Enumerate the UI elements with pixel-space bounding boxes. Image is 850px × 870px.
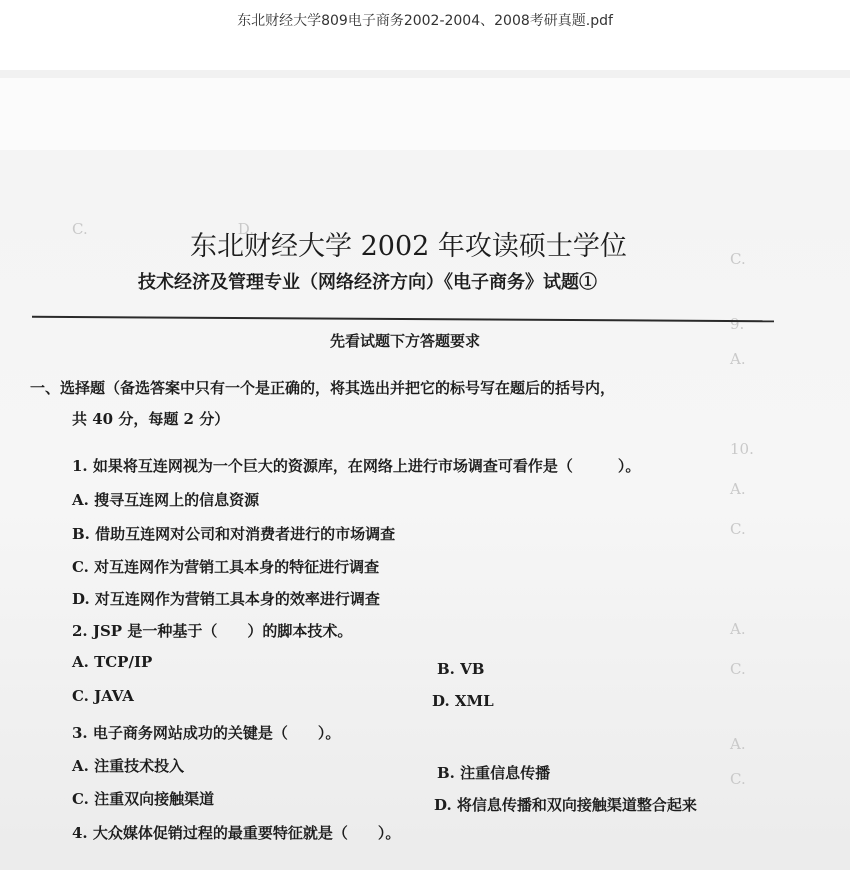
question-2-option-b: B. VB xyxy=(437,660,485,678)
document-title: 东北财经大学809电子商务2002-2004、2008考研真题.pdf xyxy=(237,13,613,29)
question-2-option-c: C. JAVA xyxy=(72,687,134,705)
question-2-option-d: D. XML xyxy=(432,692,494,710)
bleed-through-texture: A. xyxy=(730,350,746,368)
bleed-through-texture: A. xyxy=(730,735,746,753)
question-3-option-b: B. 注重信息传播 xyxy=(437,764,551,782)
question-3-option-c: C. 注重双向接触渠道 xyxy=(72,790,215,808)
bleed-through-texture: C. xyxy=(730,250,746,268)
question-1-option-b: B. 借助互连网对公司和对消费者进行的市场调查 xyxy=(72,525,396,543)
instruction-text: 先看试题下方答题要求 xyxy=(330,332,481,350)
bleed-through-texture: C. xyxy=(730,520,746,538)
bleed-through-texture: A. xyxy=(730,620,746,638)
bleed-through-texture: C. xyxy=(730,770,746,788)
question-2: 2. JSP 是一种基于（ ）的脚本技术。 xyxy=(72,622,353,640)
exam-heading: 东北财经大学 2002 年攻读硕士学位 xyxy=(190,231,627,262)
viewer-bottom-bar xyxy=(0,850,850,870)
question-4: 4. 大众媒体促销过程的最重要特征就是（ ）。 xyxy=(72,824,401,842)
question-2-option-a: A. TCP/IP xyxy=(72,653,153,671)
question-3: 3. 电子商务网站成功的关键是（ ）。 xyxy=(72,724,341,742)
question-1-option-d: D. 对互连网作为营销工具本身的效率进行调查 xyxy=(72,590,380,608)
question-3-option-a: A. 注重技术投入 xyxy=(72,757,185,775)
bleed-through-texture: A. xyxy=(730,480,746,498)
bleed-through-texture: C. D. xyxy=(72,220,254,238)
title-bar xyxy=(0,0,850,70)
exam-subheading: 技术经济及管理专业（网络经济方向）《电子商务》试题① xyxy=(138,272,597,293)
scanned-page-image xyxy=(0,150,850,850)
pdf-page[interactable] xyxy=(0,78,850,850)
question-3-option-d: D. 将信息传播和双向接触渠道整合起来 xyxy=(434,796,697,814)
question-1: 1. 如果将互连网视为一个巨大的资源库，在网络上进行市场调查可看作是（ ）。 xyxy=(72,457,641,475)
question-1-option-a: A. 搜寻互连网上的信息资源 xyxy=(72,491,260,509)
bleed-through-texture: 9. xyxy=(730,315,745,333)
section-heading-line-1: 一、选择题（备选答案中只有一个是正确的，将其选出并把它的标号写在题后的括号内， xyxy=(30,379,616,397)
question-1-option-c: C. 对互连网作为营销工具本身的特征进行调查 xyxy=(72,558,380,576)
section-heading-line-2: 共 40 分，每题 2 分） xyxy=(72,410,230,428)
bleed-through-texture: C. xyxy=(730,660,746,678)
bleed-through-texture: 10. xyxy=(730,440,754,458)
heading-rule xyxy=(32,316,774,323)
